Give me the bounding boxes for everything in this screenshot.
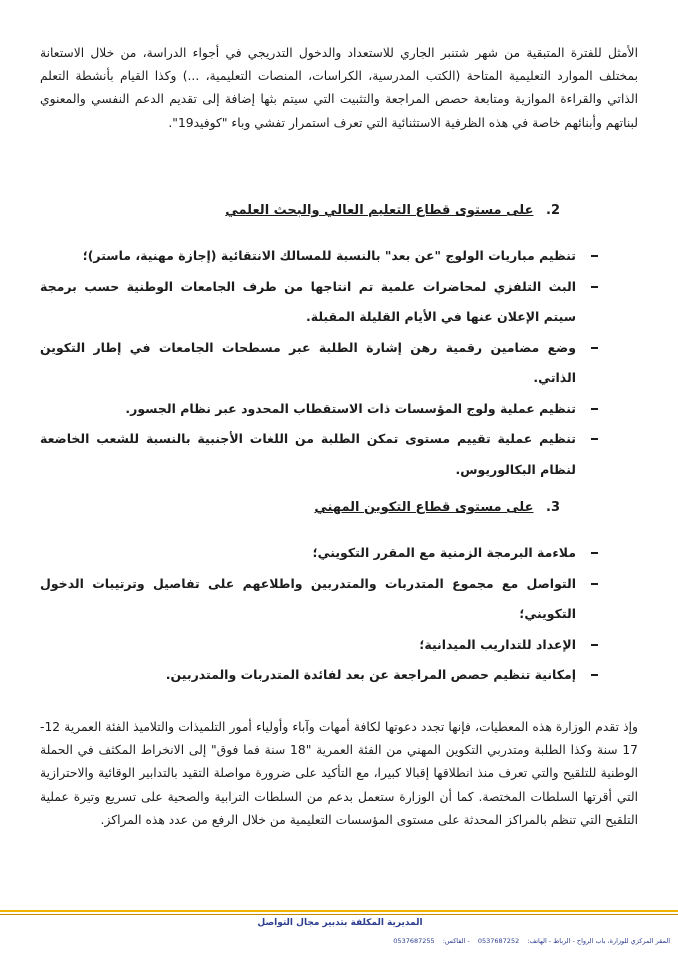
list-item: ملاءمة البرمجة الزمنية مع المقرر التكويني؛ xyxy=(40,538,600,569)
section-3-list xyxy=(40,538,600,691)
list-item: تنظيم عملية ولوج المؤسسات ذات الاستقطاب المحدود عبر نظام الجسور. xyxy=(40,394,600,425)
section-2-heading xyxy=(225,203,560,218)
section-3-heading xyxy=(314,500,560,515)
footer-divider xyxy=(0,905,678,917)
list-item: الإعداد للتداريب الميدانية؛ xyxy=(40,630,600,661)
section-3-number: 3. xyxy=(546,500,560,515)
intro-paragraph: الأمثل للفترة المتبقية من شهر شتنبر الجاري للاستعداد والدخول التدريجي في أجواء الدراسة، من خلال الاستعانة بمختلف الموارد التعليمية المتاحة (الكتب المدرسية، الكراسات، المنصات التعليمية، ...) وكذا القيام بأنشطة التعلم الذاتي والقراءة الموازية ومتابعة حصص المراجعة والتثبيت التي سيتم بثها إضافة إلى تقديم الدعم النفسي والمعنوي لبناتهم وأبنائهم خاصة في هذه الظرفية الاستثنائية التي تعرف استمرار تفشي وباء "كوفيد19". xyxy=(40,46,638,130)
list-item: التواصل مع مجموع المتدربات والمتدربين واطلاعهم على تفاصيل وترتيبات الدخول التكويني؛ xyxy=(40,569,600,630)
list-item: إمكانية تنظيم حصص المراجعة عن بعد لفائدة المتدربات والمتدربين. xyxy=(40,660,600,691)
footer-contact xyxy=(180,937,670,945)
section-2-list xyxy=(40,241,600,485)
footer-title: المديرية المكلفة بتدبير مجال التواصل xyxy=(257,918,423,928)
list-item: تنظيم عملية تقييم مستوى تمكن الطلبة من اللغات الأجنبية بالنسبة للشعب الخاضعة لنظام البكالوريوس. xyxy=(40,424,600,485)
footer-fax: 0537687255 xyxy=(393,937,435,945)
list-item: البث التلفزي لمحاضرات علمية تم انتاجها من طرف الجامعات الوطنية حسب برمجة سيتم الإعلان عنها في الأيام القليلة المقبلة. xyxy=(40,272,600,333)
section-2-title: على مستوى قطاع التعليم العالي والبحث العلمي xyxy=(225,203,534,218)
closing-paragraph: وإذ تقدم الوزارة هذه المعطيات، فإنها تجدد دعوتها لكافة أمهات وآباء وأولياء أمور التلميذات والتلاميذ الفئة العمرية 12-17 سنة وكذا الطلبة ومتدربي التكوين المهني من الفئة العمرية "18 سنة فما فوق" إلى الانخراط المكثف في الحملة الوطنية للتلقيح والتي تعرف منذ انطلاقها إقبالا كبيرا، مع التأكيد على ضرورة مواصلة التقيد بالتدابير الوقائية والاحترازية التي أقرتها السلطات المختصة. كما أن الوزارة ستعمل بدعم من السلطات الترابية والصحية على تسريع وتيرة عملية التلقيح التي تنظم بالمراكز المحدثة على مستوى المؤسسات التعليمية من خلال الرفع من عدد هذه المراكز. xyxy=(40,720,639,827)
footer-address: المقر المركزي للوزارة، باب الرواح - الرباط - الهاتف: xyxy=(527,937,670,945)
section-3-title: على مستوى قطاع التكوين المهني xyxy=(314,500,534,515)
list-item: تنظيم مباريات الولوج "عن بعد" بالنسبة للمسالك الانتقائية (إجازة مهنية، ماستر)؛ xyxy=(40,241,600,272)
section-2-number: 2. xyxy=(546,203,560,218)
footer-fax-label: - الفاكس: xyxy=(442,937,470,945)
list-item: وضع مضامين رقمية رهن إشارة الطلبة عبر مسطحات الجامعات في إطار التكوين الذاتي. xyxy=(40,333,600,394)
footer-phone: 0537687252 xyxy=(477,937,520,945)
